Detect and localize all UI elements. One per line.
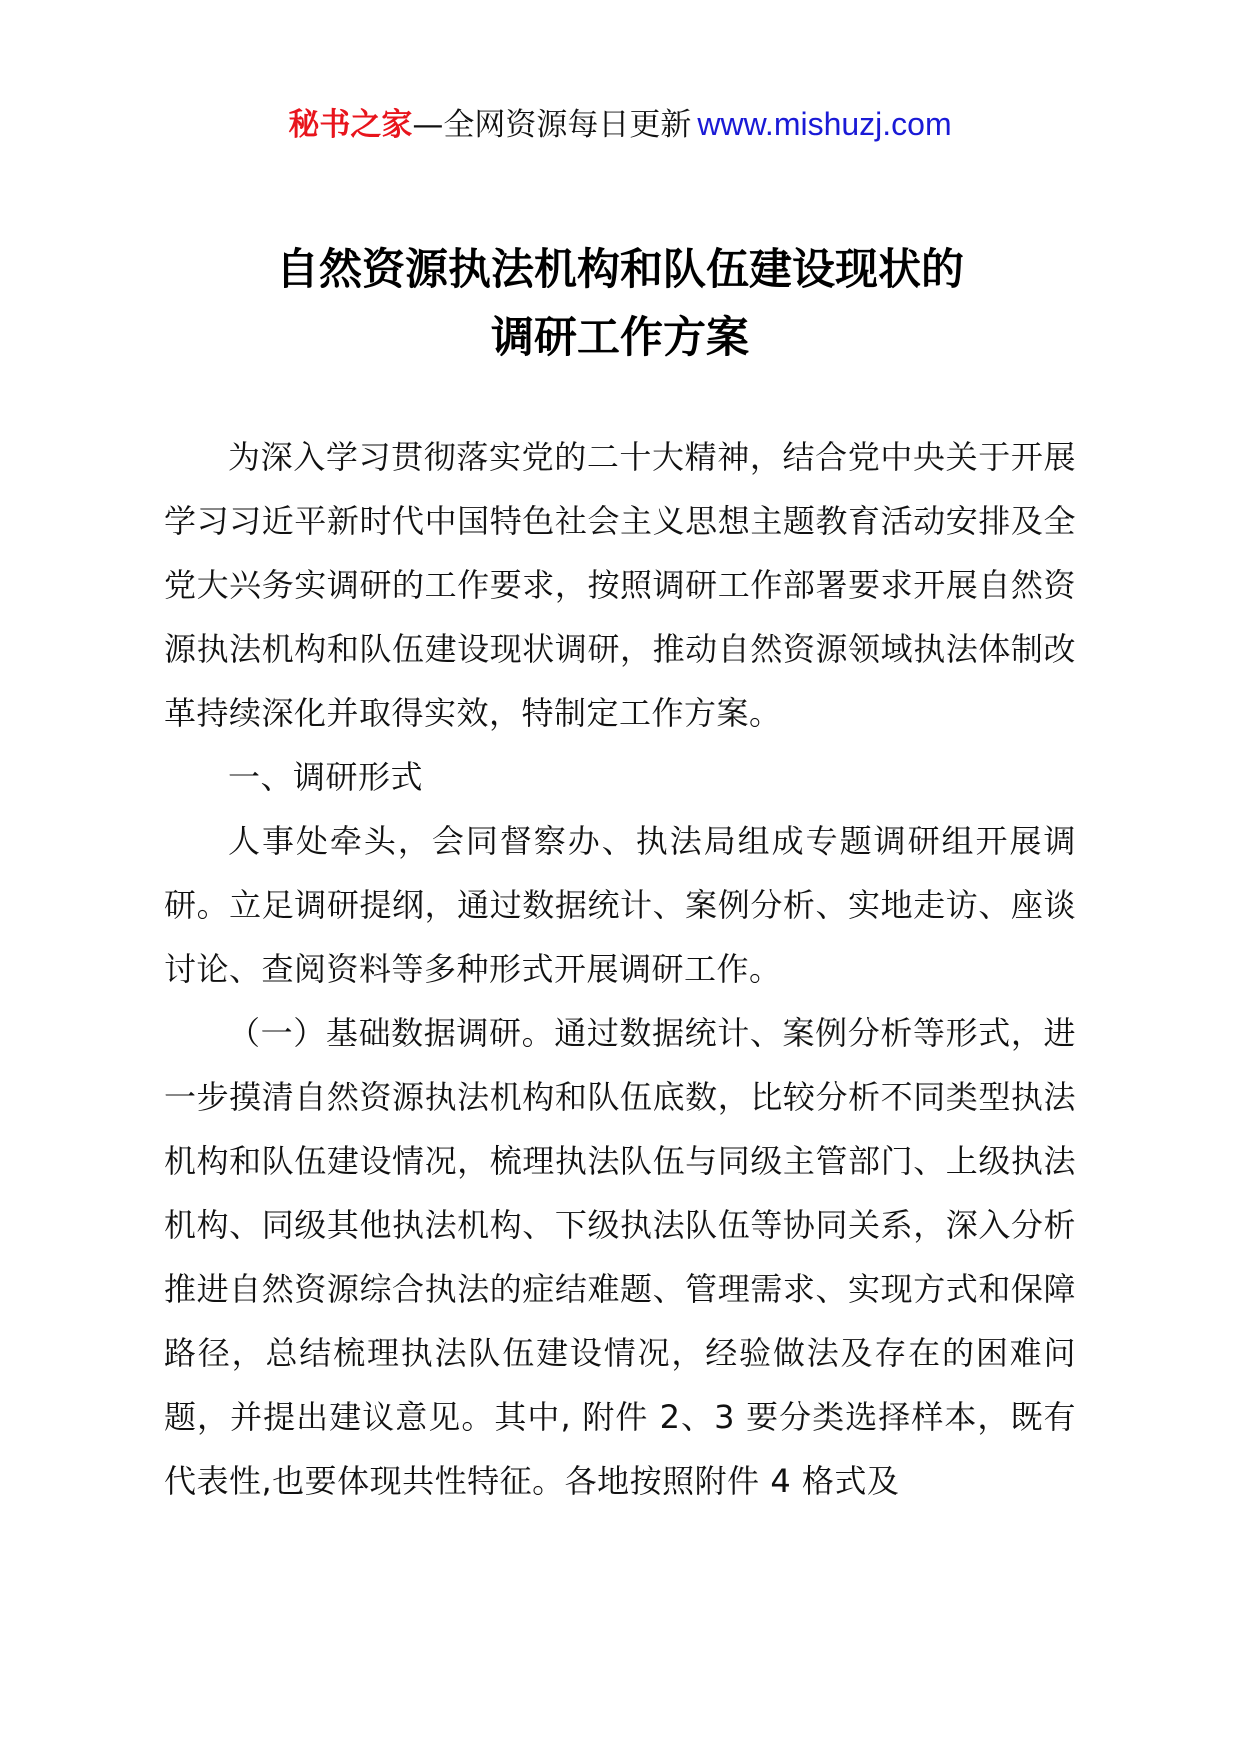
title-line-2: 调研工作方案 [491, 313, 749, 363]
title-line-1: 自然资源执法机构和队伍建设现状的 [276, 245, 964, 295]
site-url-link[interactable]: www.mishuzj.com [697, 106, 952, 142]
paragraph-intro: 为深入学习贯彻落实党的二十大精神，结合党中央关于开展学习习近平新时代中国特色社会主义思想主题教育活动安排及全党大兴务实调研的工作要求，按照调研工作部署要求开展自然资源执法机构和队伍建设现状调研，推动自然资源领域执法体制改革持续深化并取得实效，特制定工作方案。 [164, 438, 1076, 732]
document-body [164, 425, 1076, 1513]
header-tagline: —全网资源每日更新 [412, 107, 692, 143]
site-header [0, 102, 1240, 147]
document-title [0, 236, 1240, 372]
brand-name: 秘书之家 [288, 107, 413, 143]
section-heading-survey-form: 一、调研形式 [228, 758, 424, 796]
paragraph-basic-data-survey: （一）基础数据调研。通过数据统计、案例分析等形式，进一步摸清自然资源执法机构和队伍底数，比较分析不同类型执法机构和队伍建设情况，梳理执法队伍与同级主管部门、上级执法机构、同级其他执法机构、下级执法队伍等协同关系，深入分析推进自然资源综合执法的症结难题、管理需求、实现方式和保障路径，总结梳理执法队伍建设情况，经验做法及存在的困难问题，并提出建议意见。其中, 附件 2、3 要分类选择样本，既有代表性,也要体现共性特征。各地按照附件 4 格式及 [164, 1014, 1076, 1500]
paragraph-survey-form: 人事处牵头，会同督察办、执法局组成专题调研组开展调研。立足调研提纲，通过数据统计、案例分析、实地走访、座谈讨论、查阅资料等多种形式开展调研工作。 [164, 822, 1076, 988]
